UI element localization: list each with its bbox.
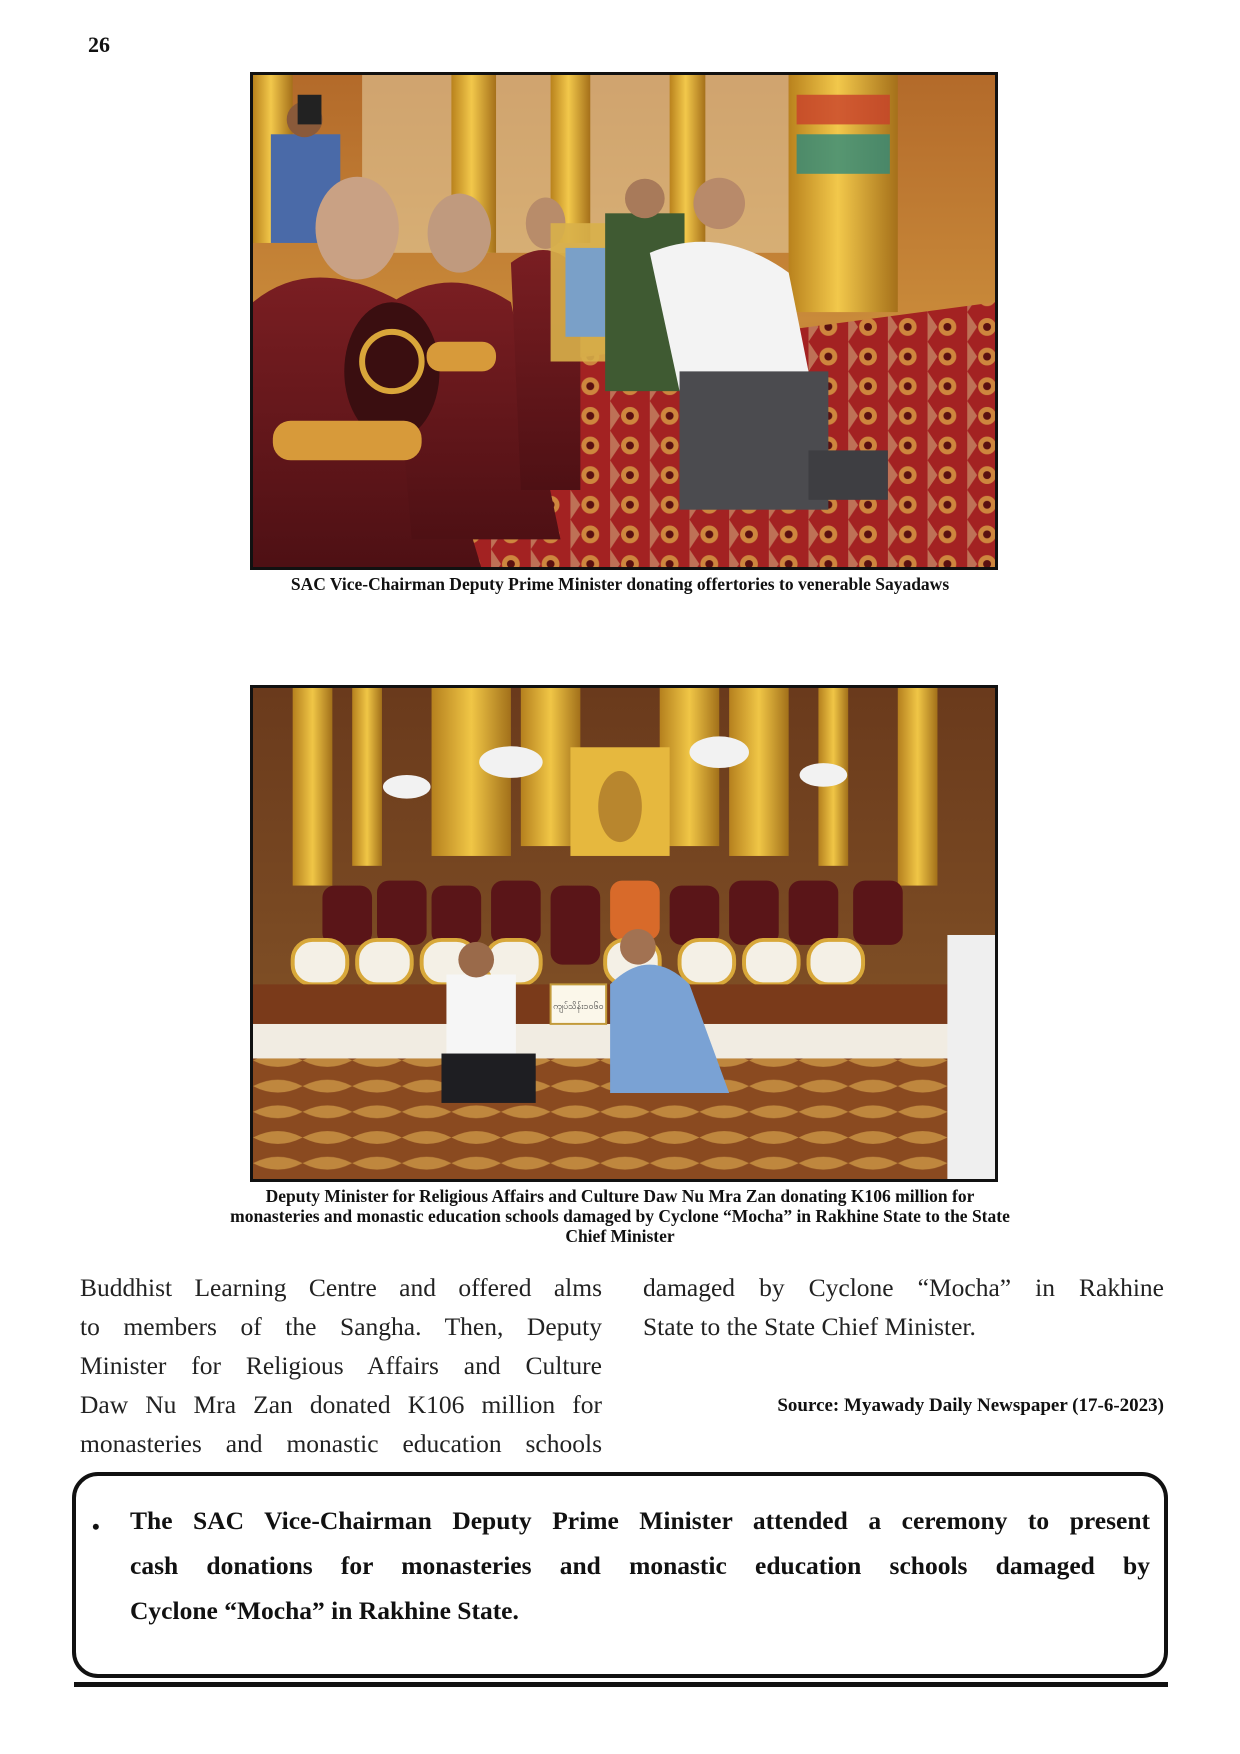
callout-line: Cyclone “Mocha” in Rakhine State. bbox=[130, 1596, 519, 1625]
donation-box-label: ကျပ်သိန်း၁၀၆၀ bbox=[553, 1002, 604, 1013]
callout-line: cash donations for monasteries and monastic education schools damaged by bbox=[130, 1551, 1150, 1580]
article-line: Daw Nu Mra Zan donated K106 million for bbox=[80, 1390, 602, 1419]
article-line: Buddhist Learning Centre and offered alms bbox=[80, 1273, 602, 1302]
bullet-icon: • bbox=[92, 1514, 100, 1539]
article-line: State to the State Chief Minister. bbox=[643, 1312, 976, 1341]
photo-caption-2-line-3: Chief Minister bbox=[565, 1226, 675, 1246]
callout-line: The SAC Vice-Chairman Deputy Prime Minister attended a ceremony to present bbox=[130, 1506, 1150, 1535]
article-column-right bbox=[643, 1268, 1164, 1346]
page-number: 26 bbox=[88, 32, 110, 57]
bottom-rule bbox=[74, 1682, 1168, 1687]
article-line: damaged by Cyclone “Mocha” in Rakhine bbox=[643, 1273, 1164, 1302]
photo-donation-illustration bbox=[253, 688, 995, 1179]
photo-donation-ceremony bbox=[250, 685, 998, 1182]
article-line: to members of the Sangha. Then, Deputy bbox=[80, 1312, 602, 1341]
photo-offertories-to-sayadaws bbox=[250, 72, 998, 570]
article-line: monasteries and monastic education schools bbox=[80, 1429, 602, 1458]
highlight-callout-box bbox=[72, 1472, 1168, 1678]
article-line: Minister for Religious Affairs and Culture bbox=[80, 1351, 602, 1380]
photo-caption-2-line-1: Deputy Minister for Religious Affairs and Culture Daw Nu Mra Zan donating K106 million for bbox=[265, 1186, 975, 1206]
article-column-left bbox=[80, 1268, 602, 1463]
photo-caption-1: SAC Vice-Chairman Deputy Prime Minister donating offertories to venerable Sayadaws bbox=[290, 574, 950, 594]
article-source: Source: Myawady Daily Newspaper (17-6-2023) bbox=[777, 1395, 1164, 1416]
photo-offertories-illustration bbox=[253, 75, 995, 567]
photo-caption-2 bbox=[130, 1186, 1110, 1246]
photo-caption-2-line-2: monasteries and monastic education schools damaged by Cyclone “Mocha” in Rakhine State to the State bbox=[230, 1206, 1010, 1226]
callout-text bbox=[130, 1498, 1150, 1633]
